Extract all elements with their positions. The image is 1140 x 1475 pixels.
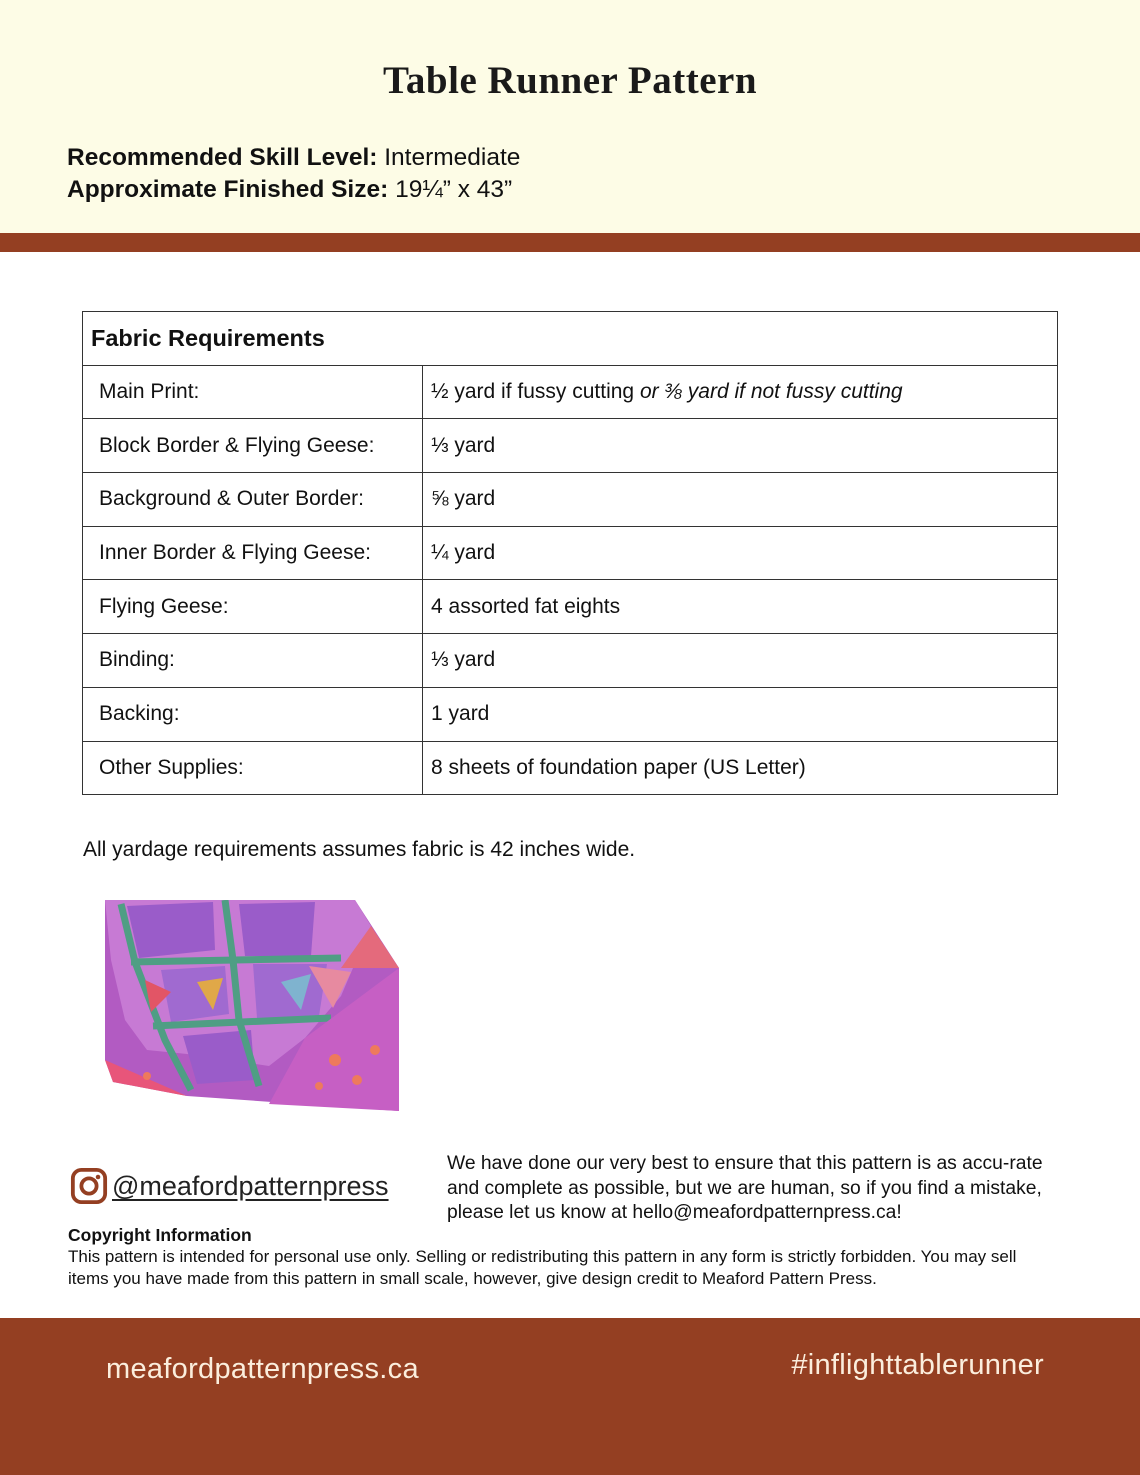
copyright-title: Copyright Information xyxy=(68,1225,252,1245)
fabric-label: Inner Border & Flying Geese: xyxy=(83,526,423,580)
skill-level-value: Intermediate xyxy=(384,144,521,171)
instagram-icon xyxy=(70,1167,108,1205)
header-divider xyxy=(0,233,1140,252)
quilt-photo xyxy=(105,900,399,1111)
table-row xyxy=(83,526,1058,580)
footer-hashtag: #inflighttablerunner xyxy=(791,1349,1044,1381)
table-row xyxy=(83,473,1058,527)
fabric-label: Flying Geese: xyxy=(83,580,423,634)
fabric-label: Backing: xyxy=(83,687,423,741)
fabric-amount: 4 assorted fat eights xyxy=(423,580,1058,634)
fabric-amount: ⅓ yard xyxy=(423,634,1058,688)
fabric-amount-text: ½ yard if fussy cutting xyxy=(431,380,635,404)
page-title: Table Runner Pattern xyxy=(382,59,758,102)
fabric-label: Other Supplies: xyxy=(83,741,423,795)
table-row xyxy=(83,687,1058,741)
fabric-amount xyxy=(423,365,1058,419)
table-row xyxy=(83,365,1058,419)
table-row xyxy=(83,634,1058,688)
fabric-amount: ⅓ yard xyxy=(423,419,1058,473)
table-row xyxy=(83,419,1058,473)
skill-level xyxy=(67,144,520,172)
table-row xyxy=(83,580,1058,634)
instagram-link[interactable] xyxy=(70,1166,389,1206)
fabric-requirements-table xyxy=(82,311,1058,795)
footer-band xyxy=(0,1318,1140,1475)
instagram-handle[interactable]: @meafordpatternpress xyxy=(112,1170,389,1201)
yardage-note: All yardage requirements assumes fabric is 42 inches wide. xyxy=(83,838,636,861)
disclaimer-text: We have done our very best to ensure that this pattern is as accu-rate and complete as possible, but we are human, so if you find a mistake, please let us know at hello@meafordpatternpress.ca! xyxy=(447,1153,1043,1223)
fabric-amount: ¼ yard xyxy=(423,526,1058,580)
fabric-amount: 1 yard xyxy=(423,687,1058,741)
footer-website-link[interactable]: meafordpatternpress.ca xyxy=(106,1353,419,1385)
finished-size-label: Approximate Finished Size: xyxy=(67,176,389,203)
fabric-amount: ⅝ yard xyxy=(423,473,1058,527)
fabric-amount: 8 sheets of foundation paper (US Letter) xyxy=(423,741,1058,795)
fabric-requirements-heading: Fabric Requirements xyxy=(83,312,1058,366)
fabric-label: Binding: xyxy=(83,634,423,688)
skill-level-label: Recommended Skill Level: xyxy=(67,144,378,171)
fabric-label: Main Print: xyxy=(83,365,423,419)
fabric-label: Block Border & Flying Geese: xyxy=(83,419,423,473)
finished-size-value: 19¼” x 43” xyxy=(395,176,513,203)
fabric-label: Background & Outer Border: xyxy=(83,473,423,527)
finished-size xyxy=(67,176,512,204)
table-row xyxy=(83,741,1058,795)
fabric-amount-italic: or ⅜ yard if not fussy cutting xyxy=(639,380,903,404)
copyright-body: This pattern is intended for personal use only. Selling or redistributing this pattern in any form is strictly forbidden. You may sell items you have made from this pattern in small scale, however, give design credit to Meaford Pattern Press. xyxy=(68,1247,1017,1289)
